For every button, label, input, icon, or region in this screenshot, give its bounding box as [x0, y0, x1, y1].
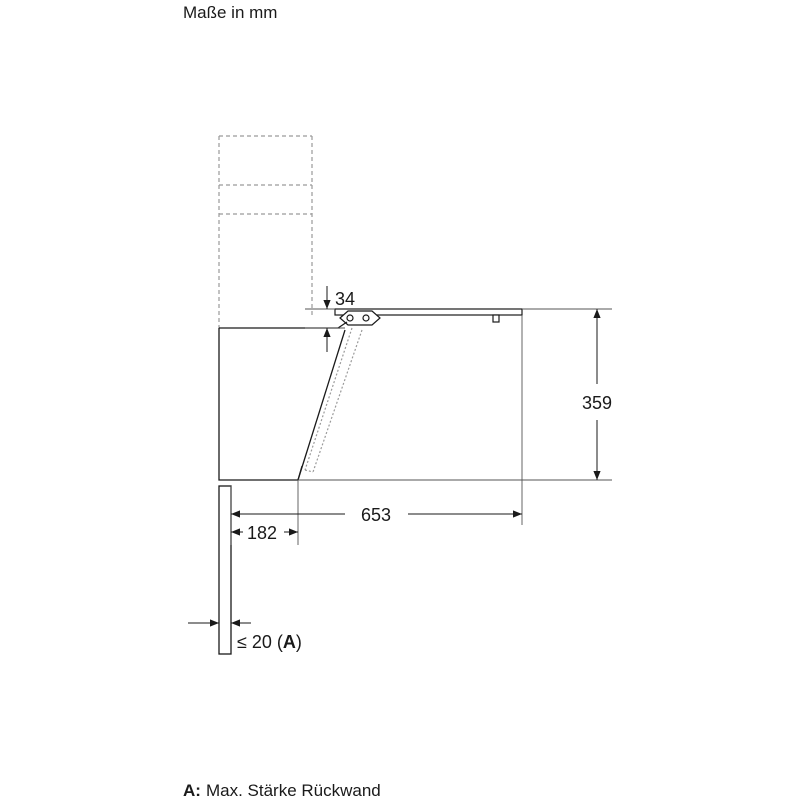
- legend-text: A: Max. Stärke Rückwand: [183, 781, 381, 800]
- units-title: Maße in mm: [183, 3, 278, 22]
- wall-offset-label: 182: [246, 523, 278, 543]
- dimension-wall-offset: [231, 523, 298, 543]
- hood-body: [219, 328, 345, 480]
- total-depth-label: 653: [360, 505, 392, 525]
- rear-wall: [219, 486, 231, 654]
- dimension-wall-thickness: [188, 623, 302, 652]
- total-height-label: 359: [581, 393, 613, 413]
- wall-thickness-label: ≤ 20 (A): [237, 632, 302, 652]
- hinge-mechanism: [338, 311, 380, 328]
- dimension-total-height: [582, 309, 612, 480]
- dimension-total-depth: [231, 505, 522, 525]
- flap-open-position: [305, 328, 362, 472]
- chimney-dashed: [219, 136, 312, 328]
- gap-height-label: 34: [335, 289, 356, 309]
- extension-lines: [231, 309, 612, 545]
